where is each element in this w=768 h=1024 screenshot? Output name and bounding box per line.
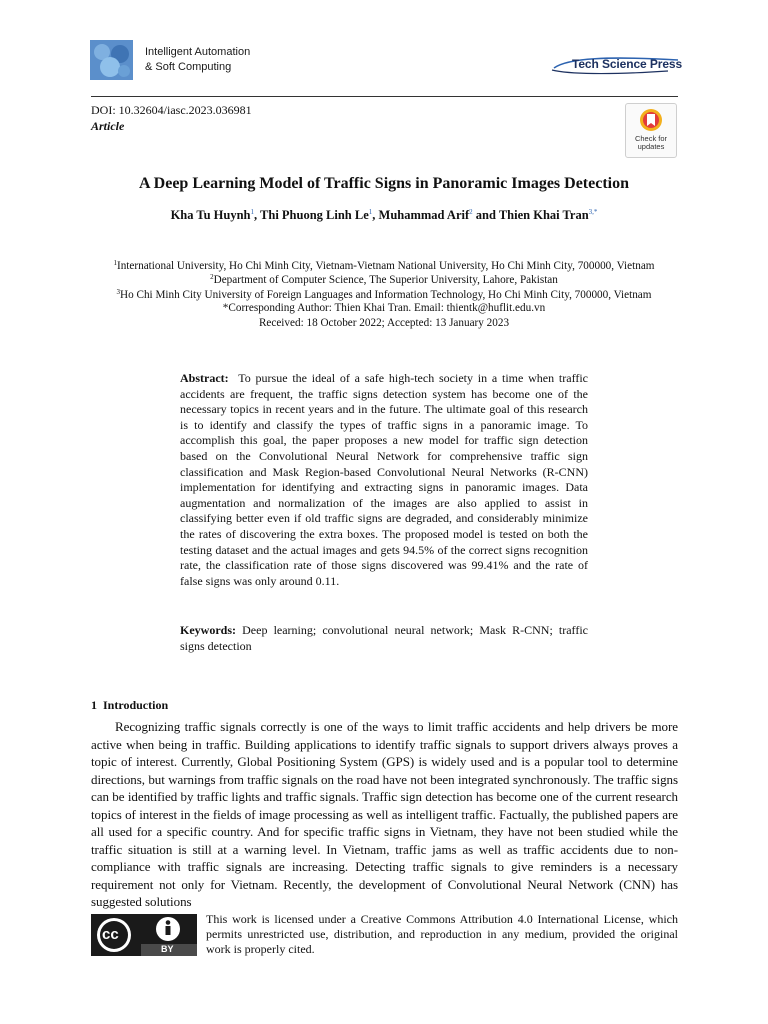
affiliation-mark: 2 (210, 273, 214, 281)
paper-title: A Deep Learning Model of Traffic Signs in Panoramic Images Detection (138, 175, 630, 192)
author-affiliation-mark[interactable]: 3,* (588, 208, 598, 216)
abstract-text: To pursue the ideal of a safe high-tech society in a time when traffic accidents are frequent, the traffic signs detection system has become one of the necessary topics in recent years and in the future. The ultimate goal of this research is to identify and classify the types of traffic signs in a panoramic image. To accomplish this goal, the paper proposes a new model for traffic sign detection based on the Convolutional Neural Network for comprehensive traffic sign classification and Mask Region-based Convolutional Neural Networks (R-CNN) implementation for identifying and extracting signs in panoramic images. Data augmentation and normalization of the images are also applied to assist in classifying better even if old traffic signs are degraded, and considerably minimize the rates of discovering the extra boxes. The proposed model is tested on both the testing dataset and the actual images and gets 94.5% of the correct signs recognition rate, the classification rate of those signs discovered was 99.41% and the rate of false signs was only around 0.11. (180, 371, 589, 588)
doi[interactable]: DOI: 10.32604/iasc.2023.036981 (91, 103, 252, 117)
article-type: Article (91, 119, 125, 133)
publisher-name: Tech Science Press (572, 57, 683, 71)
section-title: Introduction (103, 698, 169, 712)
author-affiliation-mark[interactable]: 2 (469, 208, 473, 216)
cc-by-license-badge[interactable] (91, 914, 197, 956)
journal-name-line2: & Soft Computing (145, 61, 232, 73)
author-name: Thi Phuong Linh Le (260, 208, 369, 222)
introduction-paragraph: Recognizing traffic signals correctly is one of the ways to limit traffic accidents and help drivers be more active when being in traffic. Building applications to identify traffic signals to support drivers always proves a topic of interest. Currently, Global Positioning System (GPS) is widely used and is a popular tool to determine directions, but warnings from traffic signals on the road have not been integrated synchronously. The traffic signs can be identified by traffic lights and traffic signals. Traffic sign detection has become one of the current research topics of interest in the fields of image processing as well as intelligent traffic. Factually, the published papers are all used for a specific country. And for specific traffic signs in Vietnam, they have not been studied while the traffic situation is still at a warning level. In Vietnam, traffic jams as well as traffic accidents due to non-compliance with traffic signals are increasing. Detecting traffic signals to give reminders is a necessary requirement not only for Vietnam. Recently, the development of Convolutional Neural Network (CNN) has suggested solutions (91, 719, 678, 909)
author-name: Thien Khai Tran (498, 208, 589, 222)
section-heading (91, 698, 168, 713)
journal-logo (90, 40, 133, 80)
journal-name (145, 45, 250, 75)
section-number: 1 (91, 698, 97, 712)
keywords-text: Deep learning; convolutional neural network; Mask R-CNN; traffic signs detection (180, 623, 588, 653)
cc-label: cc (102, 926, 119, 943)
author-list (0, 208, 768, 223)
author-name: Muhammad Arif (378, 208, 470, 222)
author-separator: , (372, 208, 379, 222)
affiliation-text: International University, Ho Chi Minh City, Vietnam-Vietnam National University, Ho Chi Minh City, 700000, Vietnam (116, 260, 655, 272)
journal-name-line1: Intelligent Automation (145, 46, 251, 58)
affiliation-mark: 3 (116, 288, 121, 296)
keywords-label: Keywords: (180, 623, 236, 637)
keywords (180, 623, 588, 654)
abstract (180, 371, 588, 589)
received-dates: Received: 18 October 2022; Accepted: 13 January 2023 (258, 317, 510, 329)
by-label: BY (161, 944, 174, 954)
affiliation-text: Ho Chi Minh City University of Foreign Languages and Information Technology, Ho Chi Minh City, 700000, Vietnam (120, 289, 652, 301)
author-separator: , (254, 208, 261, 222)
bookmark-icon (626, 104, 676, 136)
corresponding-author: *Corresponding Author: Thien Khai Tran. Email: thientk@huflit.edu.vn (222, 302, 546, 314)
affiliation-text: Department of Computer Science, The Superior University, Lahore, Pakistan (213, 274, 558, 286)
author-separator: and (472, 208, 499, 222)
author-affiliation-mark[interactable]: 1 (368, 208, 373, 216)
check-for-updates-label: Check for updates (634, 134, 668, 151)
author-affiliation-mark[interactable]: 1 (250, 208, 254, 216)
license-text: This work is licensed under a Creative Commons Attribution 4.0 International License, which permits unrestricted use, distribution, and reproduction in any medium, provided the original work is properly cited. (206, 912, 678, 956)
header-divider (91, 96, 678, 97)
check-for-updates-button[interactable] (625, 103, 677, 158)
abstract-label: Abstract: (180, 371, 229, 385)
author-name: Kha Tu Huynh (170, 208, 251, 222)
affiliation-mark: 1 (113, 259, 117, 267)
